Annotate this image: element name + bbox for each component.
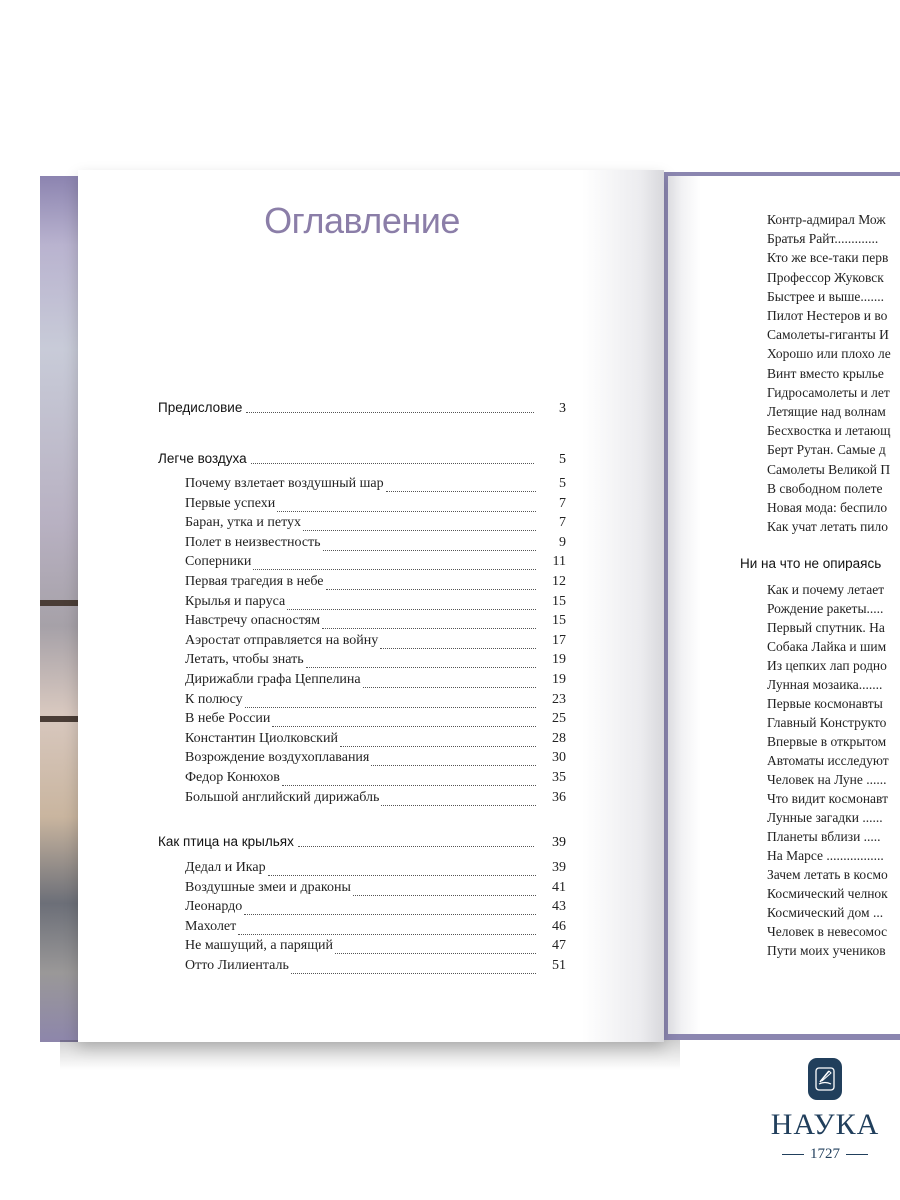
- toc-entry: Человек на Луне ......: [767, 772, 887, 787]
- toc-title: Оглавление: [264, 200, 460, 241]
- toc-entry: Автоматы исследуют: [767, 753, 889, 768]
- toc-entry: Первый спутник. На: [767, 620, 885, 635]
- publisher-year: [770, 1146, 880, 1163]
- page-number: 15: [552, 593, 566, 609]
- toc-entry: [185, 958, 566, 978]
- toc-entry: [185, 594, 566, 614]
- page-number: 3: [559, 401, 566, 416]
- toc-entry: [185, 476, 566, 496]
- page-shadow: [60, 1040, 680, 1070]
- leader-dots: [277, 501, 536, 512]
- publisher-logo: [770, 1058, 880, 1178]
- toc-entry: Планеты вблизи .....: [767, 829, 881, 844]
- toc-entry: [185, 613, 566, 633]
- toc-entry: [185, 535, 566, 555]
- toc-entry: [185, 731, 566, 751]
- toc-entry: [185, 711, 566, 731]
- toc-entry: [185, 554, 566, 574]
- toc-entry: Как учат летать пило: [767, 519, 889, 535]
- page-number: 51: [552, 958, 566, 973]
- section-title: Как птица на крыльях: [158, 834, 294, 849]
- toc-section: [158, 400, 566, 417]
- toc-entry: Человек в невесомос: [767, 924, 888, 939]
- toc-entry: [185, 919, 566, 939]
- entry-title: Леонардо: [185, 899, 243, 915]
- toc-entry: На Марсе .................: [767, 848, 884, 863]
- page-number: 17: [552, 632, 566, 648]
- entry-title: Махолет: [185, 918, 237, 934]
- leader-dots: [386, 481, 536, 492]
- section-title: Предисловие: [158, 400, 243, 415]
- leader-dots: [245, 697, 536, 708]
- page-number: 36: [552, 789, 566, 805]
- toc-entry: Впервые в открытом: [767, 734, 887, 749]
- cover-edge-left: [40, 176, 80, 1042]
- toc-entry: Первые космонавты: [767, 696, 883, 711]
- entry-title: Возрождение воздухоплавания: [185, 750, 370, 766]
- toc-entry: Профессор Жуковск: [767, 269, 884, 285]
- page-number: 23: [552, 691, 566, 707]
- toc-entry: [185, 899, 566, 919]
- entry-title: Отто Лилиенталь: [185, 958, 289, 973]
- page-number: 12: [552, 574, 566, 589]
- leader-dots: [326, 579, 536, 590]
- entry-title: Первые успехи: [185, 495, 276, 511]
- toc-entry: Бесхвостка и летающ: [767, 423, 891, 439]
- page-number: 46: [552, 918, 566, 934]
- cover-band: [40, 716, 80, 722]
- toc-entry: В свободном полете: [767, 480, 883, 496]
- toc-entry: Космический челнок: [767, 886, 888, 901]
- toc-entry: Братья Райт.............: [767, 231, 879, 247]
- page-number: 30: [552, 750, 566, 766]
- toc-entry: Самолеты Великой П: [767, 461, 891, 477]
- entry-title: Дирижабли графа Цеппелина: [185, 672, 361, 687]
- toc-entry: Лунные загадки ......: [767, 810, 883, 825]
- page-number: 7: [559, 515, 566, 531]
- book-quill-icon: [808, 1058, 842, 1100]
- entry-title: Крылья и паруса: [185, 593, 286, 609]
- toc-entry: [185, 692, 566, 712]
- toc-entry: [185, 672, 566, 692]
- entry-title: Большой английский дирижабль: [185, 789, 380, 805]
- toc-entry: [185, 574, 566, 594]
- page-number: 5: [559, 476, 566, 491]
- page-number: 19: [552, 672, 566, 687]
- leader-dots: [363, 677, 536, 688]
- toc-entry: [185, 633, 566, 653]
- leader-dots: [246, 402, 534, 413]
- toc-entry: Собака Лайка и шим: [767, 639, 887, 654]
- leader-dots: [238, 924, 536, 935]
- toc-entry: Винт вместо крылье: [767, 365, 884, 381]
- toc-entry: Пилот Нестеров и во: [767, 308, 888, 323]
- leader-dots: [291, 963, 536, 974]
- leader-dots: [244, 904, 536, 915]
- leader-dots: [340, 736, 536, 747]
- toc-entry: Главный Конструкто: [767, 715, 887, 730]
- entry-title: Полет в неизвестность: [185, 534, 321, 550]
- toc-entry: [185, 515, 566, 535]
- page-number: 7: [559, 495, 566, 511]
- leader-dots: [282, 775, 536, 786]
- leader-dots: [322, 618, 536, 629]
- toc-entry: Рождение ракеты.....: [767, 601, 884, 616]
- entry-title: Не машущий, а парящий: [185, 938, 333, 954]
- toc-entry: Кто же все-таки перв: [767, 250, 889, 266]
- leader-dots: [298, 836, 534, 847]
- page-number: 47: [552, 938, 566, 954]
- leader-dots: [251, 453, 534, 464]
- entry-title: Баран, утка и петух: [185, 515, 302, 531]
- section-title: Легче воздуха: [158, 451, 247, 466]
- toc-entry: Самолеты-гиганты И: [767, 327, 889, 343]
- page-number: 28: [552, 730, 566, 746]
- toc-section: Ни на что не опираясь: [740, 556, 882, 571]
- entry-title: Воздушные змеи и драконы: [185, 879, 351, 895]
- toc-entry: Хорошо или плохо ле: [767, 346, 891, 362]
- leader-dots: [371, 755, 536, 766]
- toc-entry: Космический дом ...: [767, 905, 884, 920]
- toc-entry: [185, 860, 566, 880]
- leader-dots: [380, 638, 536, 649]
- toc-entry: Из цепких лап родно: [767, 658, 887, 673]
- page-number: 9: [559, 534, 566, 550]
- toc-entry: Пути моих учеников: [767, 943, 886, 958]
- leader-dots: [306, 657, 536, 668]
- toc-entry: [185, 770, 566, 790]
- toc-entry: Контр-адмирал Мож: [767, 212, 886, 227]
- publisher-name: НАУКА: [770, 1108, 880, 1141]
- entry-title: Федор Конюхов: [185, 770, 280, 785]
- page-number: 19: [552, 652, 566, 668]
- toc-entry: Летящие над волнам: [767, 404, 886, 419]
- leader-dots: [353, 885, 536, 896]
- toc-entry: [185, 880, 566, 900]
- leader-dots: [287, 599, 536, 610]
- leader-dots: [272, 716, 536, 727]
- toc-section: [158, 451, 566, 468]
- leader-dots: [303, 520, 536, 531]
- entry-title: Соперники: [185, 554, 252, 570]
- toc-entry: [185, 496, 566, 516]
- toc-entry: [185, 790, 566, 810]
- toc-entry: Лунная мозаика.......: [767, 677, 883, 692]
- toc-entry: Зачем летать в космо: [767, 867, 888, 882]
- entry-title: Навстречу опасностям: [185, 613, 320, 629]
- leader-dots: [323, 540, 536, 551]
- entry-title: К полюсу: [185, 691, 243, 707]
- leader-dots: [335, 943, 536, 954]
- leader-dots: [381, 795, 536, 806]
- page-number: 11: [552, 554, 566, 570]
- entry-title: Первая трагедия в небе: [185, 574, 324, 589]
- year-text: 1727: [810, 1146, 840, 1162]
- toc-entry: Новая мода: беспило: [767, 500, 888, 515]
- page-number: 41: [552, 879, 566, 895]
- entry-title: Дедал и Икар: [185, 860, 266, 875]
- entry-title: Почему взлетает воздушный шар: [185, 476, 384, 491]
- page-number: 39: [552, 860, 566, 875]
- page-number: 15: [552, 613, 566, 629]
- toc-entry: [185, 938, 566, 958]
- leader-dots: [253, 559, 536, 570]
- toc-section: [158, 834, 566, 851]
- toc-entry: [185, 652, 566, 672]
- leader-dots: [268, 865, 536, 876]
- toc-entry: Быстрее и выше.......: [767, 288, 885, 304]
- cover-band: [40, 600, 80, 606]
- toc-entry: Как и почему летает: [767, 582, 885, 597]
- entry-title: Константин Циолковский: [185, 730, 338, 746]
- page-number: 35: [552, 770, 566, 785]
- toc-entry: Что видит космонавт: [767, 791, 888, 806]
- entry-title: Аэростат отправляется на войну: [185, 632, 379, 648]
- toc-entry: Берт Рутан. Самые д: [767, 442, 886, 458]
- page-number: 25: [552, 711, 566, 727]
- entry-title: Летать, чтобы знать: [185, 652, 304, 668]
- page-number: 5: [559, 452, 566, 467]
- page-number: 43: [552, 899, 566, 915]
- entry-title: В небе России: [185, 711, 271, 727]
- toc-entry: Гидросамолеты и лет: [767, 384, 890, 400]
- toc-entry: [185, 750, 566, 770]
- page-number: 39: [552, 835, 566, 850]
